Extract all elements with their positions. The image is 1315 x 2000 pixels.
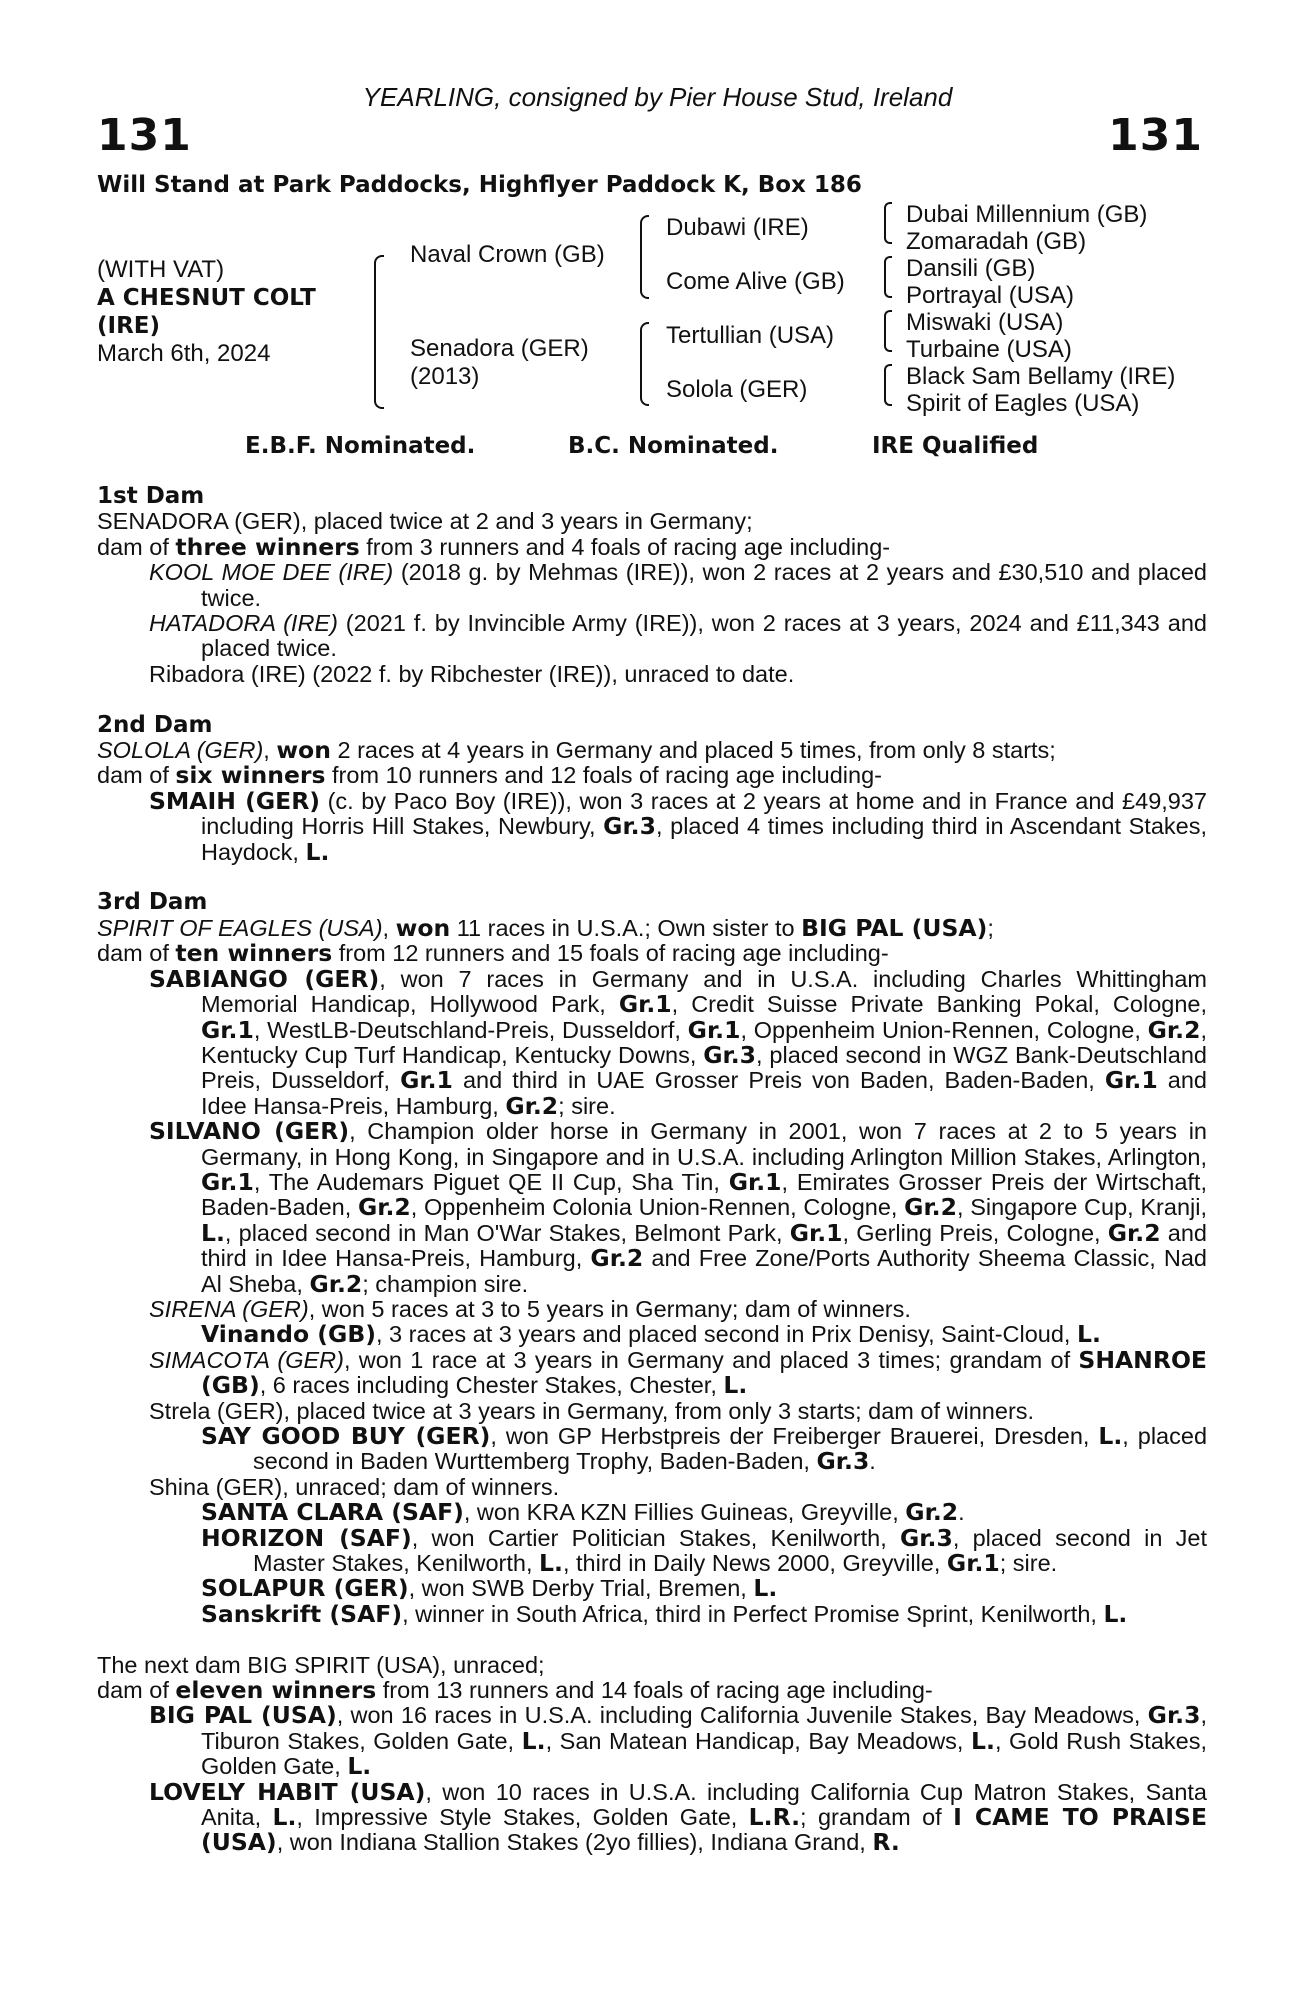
pedigree-brace-dam [640, 322, 649, 406]
pedigree-brace-sire [640, 215, 649, 299]
first-dam-offspring-2: HATADORA (IRE) (2021 f. by Invincible Army (IRE)), won 2 races at 3 years, 2024 and £11,343 and placed twice. [149, 610, 1207, 662]
offspring-santa-clara: SANTA CLARA (SAF), won KRA KZN Fillies Guineas, Greyville, Gr.2. [201, 1498, 965, 1527]
sire-sire-name: Dubawi (IRE) [666, 214, 809, 241]
next-dam-line: The next dam BIG SPIRIT (USA), unraced; [97, 1651, 545, 1678]
horse-info [97, 256, 316, 368]
second-dam-produce-summary: dam of six winners from 10 runners and 12 foals of racing age including- [97, 761, 882, 790]
second-dam-heading: 2nd Dam [97, 711, 213, 738]
sire-name: Naval Crown (GB) [410, 241, 605, 268]
dam-year: (2013) [410, 363, 480, 390]
ire-qualified: IRE Qualified [872, 433, 1039, 459]
ebf-nomination: E.B.F. Nominated. [245, 433, 476, 459]
ancestor-4: Portrayal (USA) [906, 282, 1075, 309]
offspring-sabiango: SABIANGO (GER), won 7 races in Germany and in U.S.A. including Charles Whittingham Memorial Handicap, Hollywood Park, Gr.1, Credit Suisse Private Banking Pokal, Cologne, Gr.1, WestLB-Deutschland-Preis, Dusseldorf, Gr.1, Oppenheim Union-Rennen, Cologne, Gr.2, Kentucky Cup Turf Handicap, Kentucky Downs, Gr.3, placed second in WGZ Bank-Deutschland Preis, Dusseldorf, Gr.1 and third in UAE Grosser Preis von Baden, Baden-Baden, Gr.1 and Idee Hansa-Preis, Hamburg, Gr.2; sire. [149, 964, 1207, 1120]
stand-location: Will Stand at Park Paddocks, Highflyer Paddock K, Box 186 [97, 172, 862, 198]
first-dam-line: SENADORA (GER), placed twice at 2 and 3 years in Germany; [97, 508, 753, 535]
dam-dam-name: Solola (GER) [666, 376, 808, 403]
next-dam-produce-summary: dam of eleven winners from 13 runners and 14 foals of racing age including- [97, 1676, 933, 1705]
first-dam-offspring-1: KOOL MOE DEE (IRE) (2018 g. by Mehmas (IRE)), won 2 races at 2 years and £30,510 and placed twice. [149, 559, 1208, 611]
dam-name: Senadora (GER) [410, 335, 589, 362]
ancestor-5: Miswaki (USA) [906, 309, 1064, 336]
vat-label: (WITH VAT) [97, 256, 225, 283]
offspring-simacota: SIMACOTA (GER), won 1 race at 3 years in Germany and placed 3 times; grandam of SHANROE (GB), 6 races including Chester Stakes, Chester, L. [149, 1345, 1207, 1400]
pedigree-brace-g2 [884, 256, 892, 298]
page-title: YEARLING, consigned by Pier House Stud, Ireland [362, 82, 953, 112]
first-dam-produce-summary: dam of three winners from 3 runners and 4 foals of racing age including- [97, 532, 891, 561]
third-dam-line: SPIRIT OF EAGLES (USA), won 11 races in U.S.A.; Own sister to BIG PAL (USA); [97, 913, 994, 942]
offspring-lovely-habit: LOVELY HABIT (USA), won 10 races in U.S.A. including California Cup Matron Stakes, Santa Anita, L., Impressive Style Stakes, Golden Gate, L.R.; grandam of I CAME TO PRAISE (USA), won Indiana Stallion Stakes (2yo fillies), Indiana Grand, R. [149, 1777, 1208, 1857]
dam-sire-name: Tertullian (USA) [666, 322, 835, 349]
pedigree-brace-g3 [884, 310, 892, 352]
ancestor-1: Dubai Millennium (GB) [906, 201, 1148, 228]
third-dam-produce-summary: dam of ten winners from 12 runners and 15 foals of racing age including- [97, 939, 889, 968]
first-dam-heading: 1st Dam [97, 483, 205, 509]
horse-name: A CHESNUT COLT [97, 285, 316, 311]
offspring-horizon: HORIZON (SAF), won Cartier Politician Stakes, Kenilworth, Gr.3, placed second in Jet Master Stakes, Kenilworth, L., third in Daily News 2000, Greyville, Gr.1; sire. [201, 1523, 1208, 1578]
ancestor-2: Zomaradah (GB) [906, 228, 1087, 255]
offspring-shina: Shina (GER), unraced; dam of winners. [149, 1473, 560, 1500]
third-dam-heading: 3rd Dam [97, 889, 208, 916]
offspring-solapur: SOLAPUR (GER), won SWB Derby Trial, Bremen, L. [201, 1574, 778, 1603]
pedigree-brace-g1 [884, 202, 892, 244]
ancestor-6: Turbaine (USA) [906, 336, 1072, 363]
catalogue-body [97, 484, 1207, 1856]
offspring-silvano: SILVANO (GER), Champion older horse in Germany in 2001, won 7 races at 2 to 5 years in Germany, in Hong Kong, in Singapore and in U.S.A. including Arlington Million Stakes, Arlington, Gr.1, The Audemars Piguet QE II Cup, Sha Tin, Gr.1, Emirates Grosser Preis der Wirtschaft, Baden-Baden, Gr.2, Oppenheim Colonia Union-Rennen, Cologne, Gr.2, Singapore Cup, Kranji, L., placed second in Man O'War Stakes, Belmont Park, Gr.1, Gerling Preis, Cologne, Gr.2 and third in Idee Hansa-Preis, Hamburg, Gr.2 and Free Zone/Ports Authority Sheema Classic, Nad Al Sheba, Gr.2; champion sire. [149, 1117, 1207, 1298]
first-dam-offspring-3: Ribadora (IRE) (2022 f. by Ribchester (IRE)), unraced to date. [149, 660, 795, 687]
offspring-vinando: Vinando (GB), 3 races at 3 years and placed second in Prix Denisy, Saint-Cloud, L. [201, 1320, 1101, 1349]
lot-number-left: 131 [97, 110, 192, 161]
offspring-sanskrift: Sanskrift (SAF), winner in South Africa, third in Perfect Promise Sprint, Kenilworth, L. [201, 1599, 1128, 1628]
bc-nomination: B.C. Nominated. [568, 433, 779, 459]
offspring-sirena: SIRENA (GER), won 5 races at 3 to 5 years in Germany; dam of winners. [149, 1295, 911, 1322]
pedigree-brace-main [374, 255, 384, 409]
pedigree-brace-g4 [884, 364, 892, 406]
lot-number-right: 131 [1108, 110, 1203, 161]
offspring-say-good-buy: SAY GOOD BUY (GER), won GP Herbstpreis der Freiberger Brauerei, Dresden, L., placed second in Baden Wurttemberg Trophy, Baden-Baden, Gr.3. [201, 1422, 1208, 1476]
offspring-strela: Strela (GER), placed twice at 3 years in Germany, from only 3 starts; dam of winners. [149, 1397, 1035, 1424]
second-dam-line: SOLOLA (GER), won 2 races at 4 years in Germany and placed 5 times, from only 8 starts; [97, 736, 1056, 765]
second-dam-offspring-1: SMAIH (GER) (c. by Paco Boy (IRE)), won 3 races at 2 years at home and in France and £49,937 including Horris Hill Stakes, Newbury, Gr.3, placed 4 times including third in Ascendant Stakes, Haydock, L. [149, 786, 1207, 866]
foaling-date: March 6th, 2024 [97, 340, 271, 367]
ancestor-8: Spirit of Eagles (USA) [906, 390, 1140, 417]
horse-origin: (IRE) [97, 313, 161, 339]
ancestor-3: Dansili (GB) [906, 255, 1036, 282]
sire-dam-name: Come Alive (GB) [666, 268, 845, 295]
ancestor-7: Black Sam Bellamy (IRE) [906, 363, 1176, 390]
offspring-big-pal: BIG PAL (USA), won 16 races in U.S.A. including California Juvenile Stakes, Bay Meadows, Gr.3, Tiburon Stakes, Golden Gate, L., San Matean Handicap, Bay Meadows, L., Gold Rush Stakes, Golden Gate, L. [149, 1701, 1207, 1781]
